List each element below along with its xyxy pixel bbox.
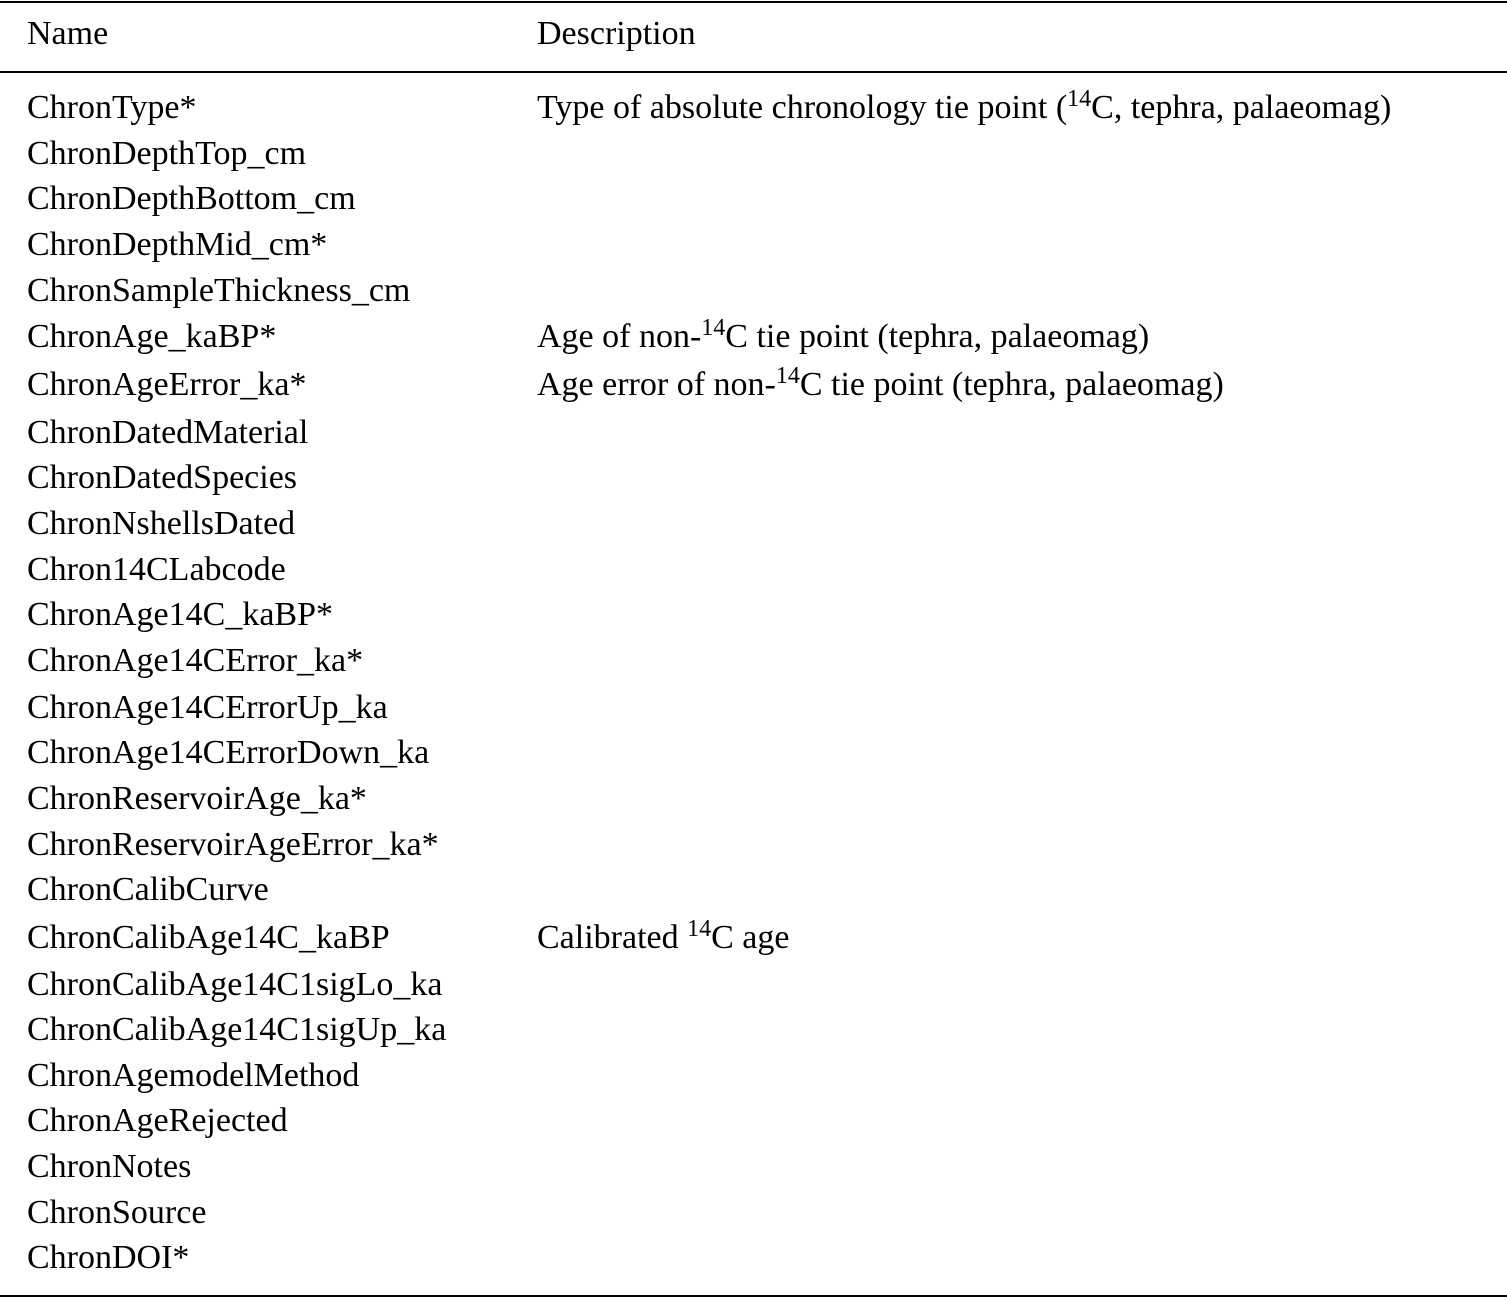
variable-name-cell: ChronType* (27, 89, 197, 126)
description-text: C age (711, 919, 790, 956)
table-row (0, 779, 1507, 819)
variable-name-cell: ChronSource (27, 1194, 207, 1231)
variable-name-cell: ChronAge_kaBP* (27, 318, 277, 355)
variable-name-cell: ChronDepthBottom_cm (27, 180, 356, 217)
table-row (0, 1238, 1507, 1278)
description-cell (537, 88, 1391, 131)
description-text: C, tephra, palaeomag) (1091, 89, 1392, 126)
description-text: Calibrated (537, 919, 688, 956)
variable-name-cell: ChronAge14C_kaBP* (27, 596, 333, 633)
variable-name-cell: ChronDatedSpecies (27, 459, 298, 496)
description-text: Age error of non- (537, 366, 776, 403)
table-row (0, 271, 1507, 311)
table-row (0, 918, 1507, 958)
description-text: C tie point (tephra, palaeomag) (725, 318, 1150, 355)
table-row (0, 1193, 1507, 1233)
table-row (0, 550, 1507, 590)
variable-name-cell: ChronAge14CErrorDown_ka (27, 734, 430, 771)
table-row (0, 1056, 1507, 1096)
table-row (0, 413, 1507, 453)
description-text: Type of absolute chronology tie point ( (537, 89, 1068, 126)
variable-name-cell: ChronCalibAge14C1sigUp_ka (27, 1011, 447, 1048)
variable-name-cell: ChronSampleThickness_cm (27, 272, 411, 309)
variable-name-cell: ChronCalibCurve (27, 871, 269, 908)
table-header-rule (0, 71, 1507, 73)
variable-name-cell: Chron14CLabcode (27, 551, 286, 588)
table-row (0, 641, 1507, 681)
table-row (0, 1147, 1507, 1187)
isotope-superscript: 14 (1067, 86, 1092, 112)
table-row (0, 365, 1507, 405)
variable-name-cell: ChronAge14CErrorUp_ka (27, 689, 388, 726)
variable-name-cell: ChronDepthTop_cm (27, 135, 307, 172)
table-row (0, 733, 1507, 773)
table-row (0, 225, 1507, 265)
variable-name-cell: ChronAgeError_ka* (27, 366, 307, 403)
description-text: C tie point (tephra, palaeomag) (799, 366, 1224, 403)
column-header-name: Name (27, 15, 109, 52)
table-top-rule (0, 1, 1507, 3)
table-row (0, 317, 1507, 357)
variable-name-cell: ChronAge14CError_ka* (27, 642, 364, 679)
variable-name-cell: ChronNotes (27, 1148, 192, 1185)
description-text: Age of non- (537, 318, 702, 355)
isotope-superscript: 14 (775, 363, 800, 389)
isotope-superscript: 14 (687, 916, 712, 942)
table-bottom-rule (0, 1295, 1507, 1297)
table-row (0, 965, 1507, 1005)
variable-name-cell: ChronAgemodelMethod (27, 1057, 360, 1094)
table-row (0, 825, 1507, 865)
table-row (0, 134, 1507, 174)
description-cell (537, 918, 789, 961)
table-row (0, 688, 1507, 728)
table-row (0, 1101, 1507, 1141)
table-row (0, 504, 1507, 544)
variable-name-cell: ChronDepthMid_cm* (27, 226, 328, 263)
table-row (0, 88, 1507, 128)
variable-name-cell: ChronNshellsDated (27, 505, 296, 542)
table-row (0, 179, 1507, 219)
table-row (0, 870, 1507, 910)
table-row (0, 1010, 1507, 1050)
column-header-description: Description (537, 15, 696, 52)
description-cell (537, 365, 1224, 408)
table-row (0, 458, 1507, 498)
variable-name-cell: ChronReservoirAge_ka* (27, 780, 367, 817)
variable-name-cell: ChronCalibAge14C1sigLo_ka (27, 966, 443, 1003)
variable-name-cell: ChronCalibAge14C_kaBP (27, 919, 390, 956)
variable-name-cell: ChronDOI* (27, 1239, 190, 1276)
variable-name-cell: ChronReservoirAgeError_ka* (27, 826, 439, 863)
variable-name-cell: ChronDatedMaterial (27, 414, 309, 451)
isotope-superscript: 14 (701, 315, 726, 341)
table-row (0, 595, 1507, 635)
variable-name-cell: ChronAgeRejected (27, 1102, 288, 1139)
description-cell (537, 317, 1149, 360)
